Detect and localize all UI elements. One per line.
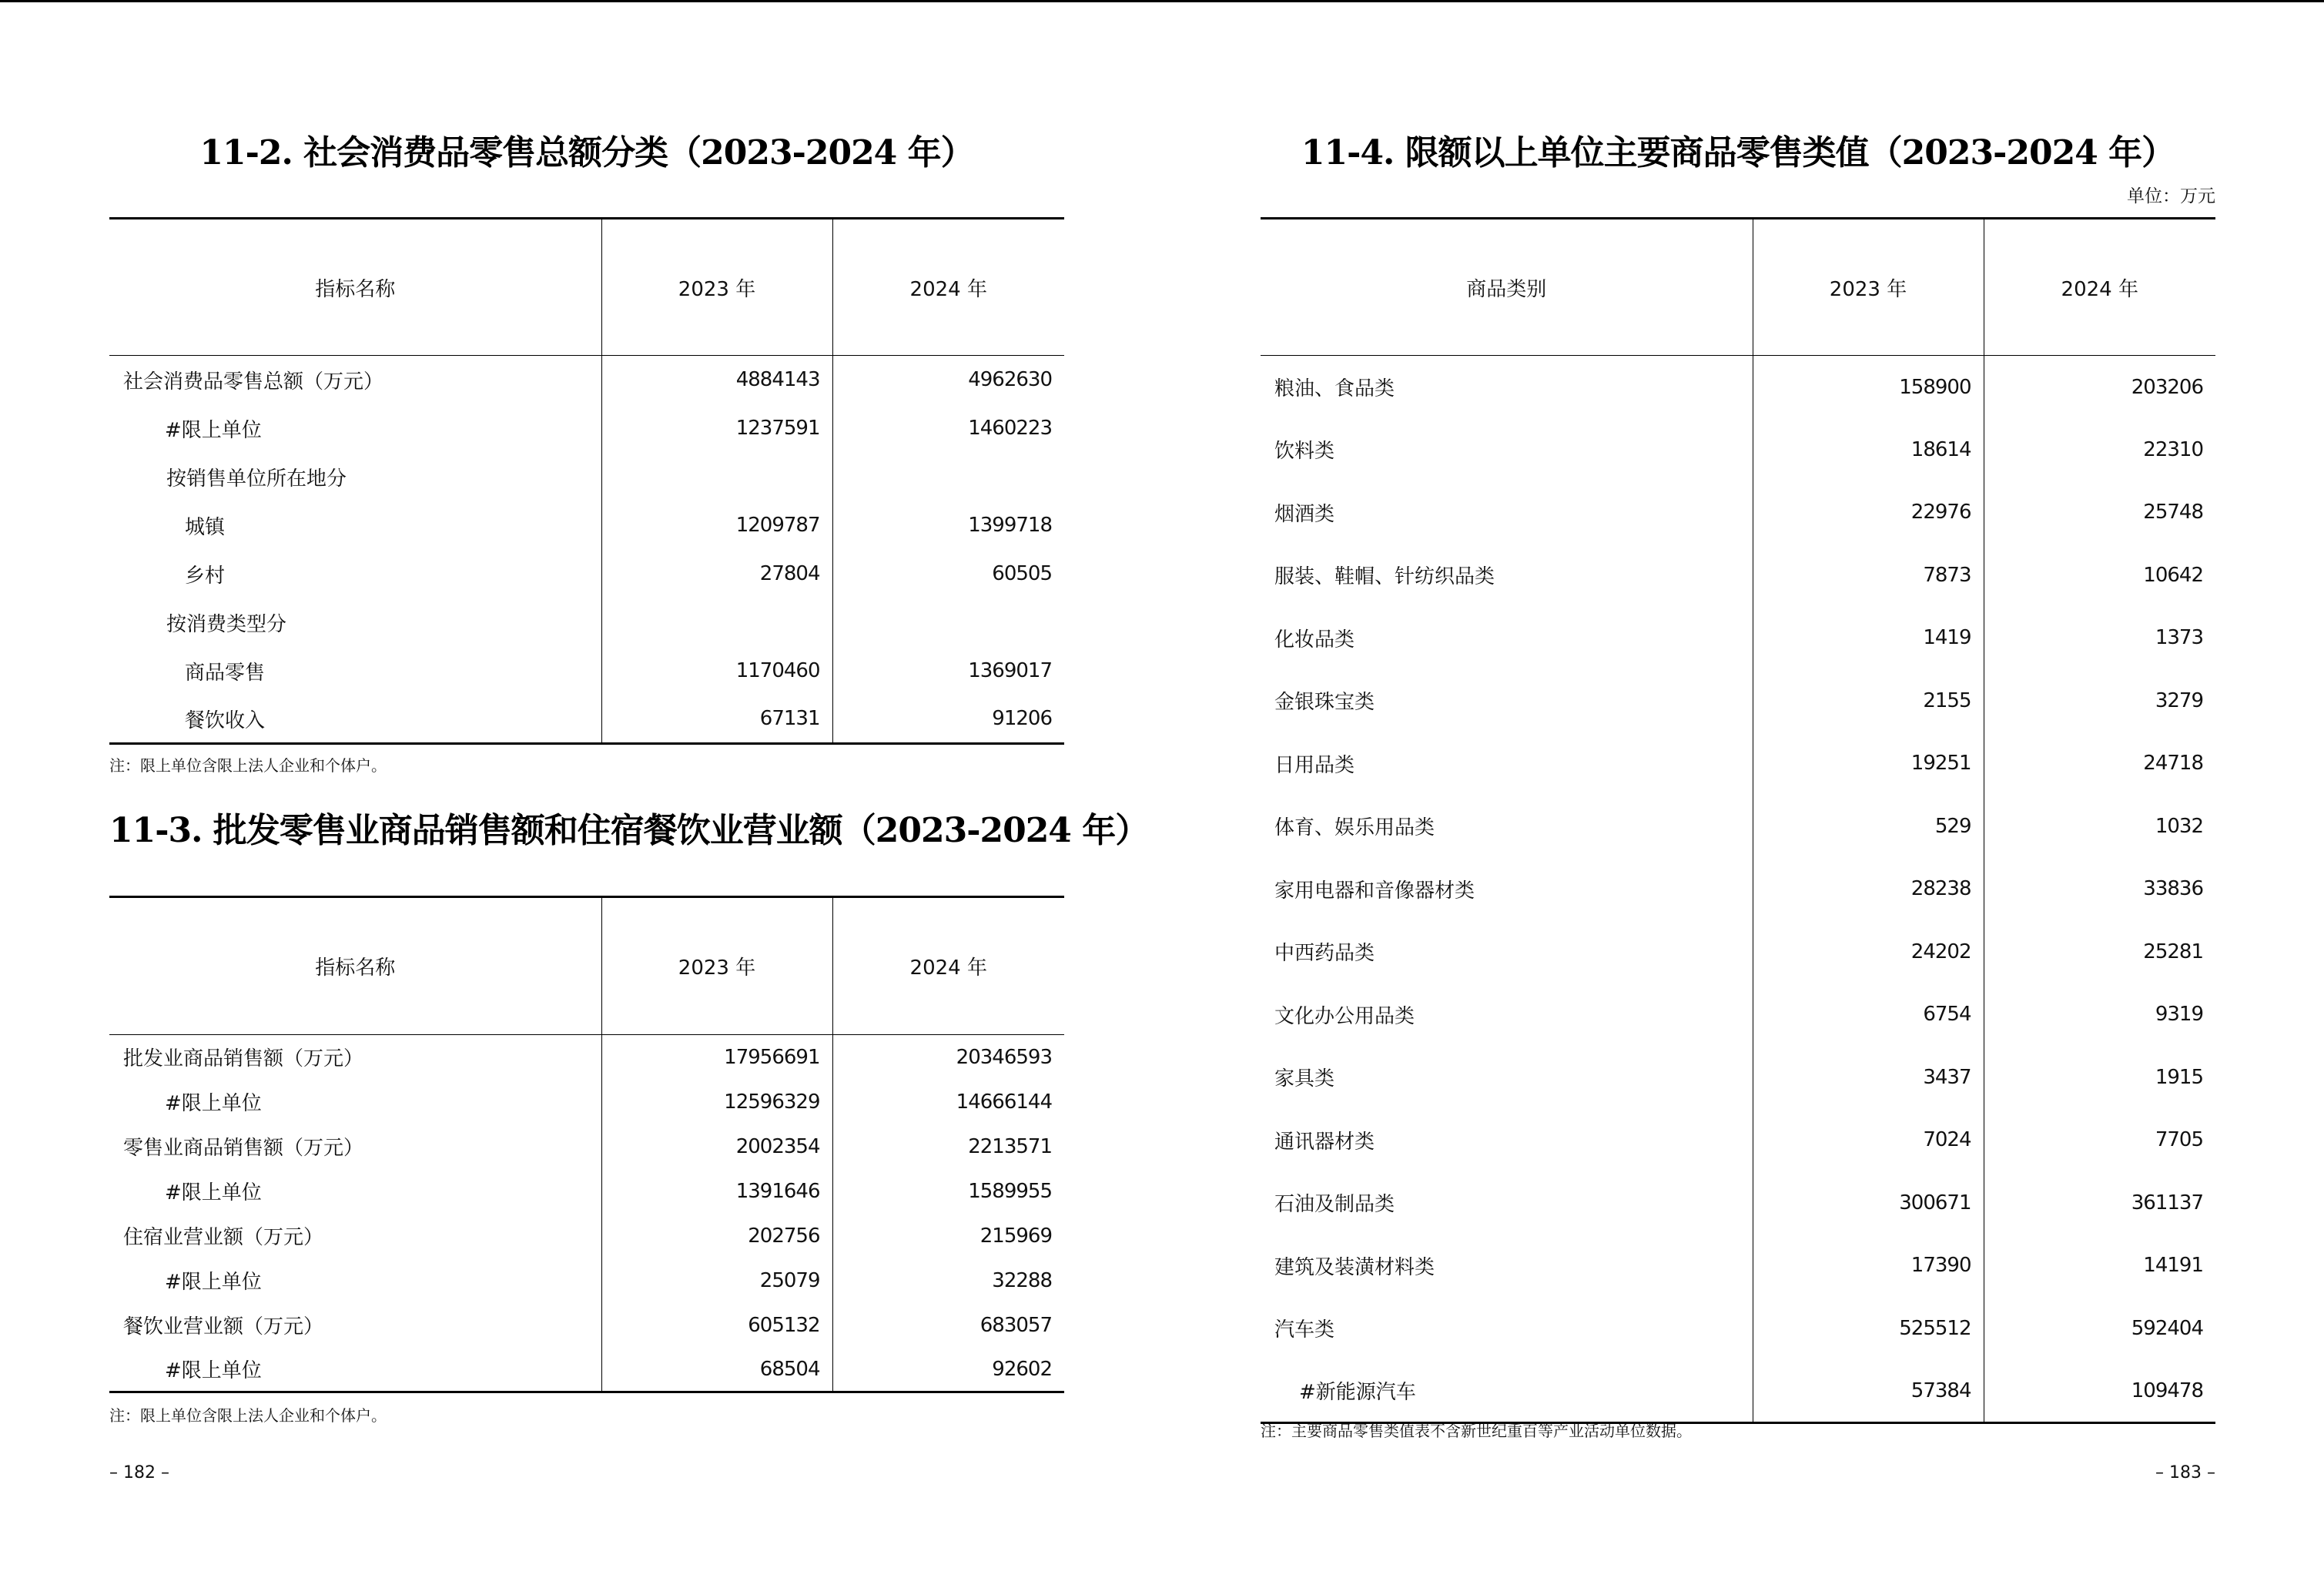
value-2024: 1915 — [1984, 1046, 2215, 1109]
value-2024: 592404 — [1984, 1297, 2215, 1360]
value-2024: 60505 — [832, 550, 1064, 598]
value-2023: 1237591 — [601, 404, 832, 453]
table-row — [1261, 1297, 2215, 1360]
value-2023 — [601, 453, 832, 501]
value-2023: 158900 — [1753, 356, 1984, 419]
table-row — [1261, 544, 2215, 607]
value-2024: 32288 — [832, 1258, 1064, 1303]
value-2023: 17956691 — [601, 1035, 832, 1080]
row-label: 零售业商品销售额（万元） — [123, 1137, 364, 1160]
header-2023: 2023 年 — [601, 219, 832, 356]
row-label: 汽车类 — [1274, 1318, 1335, 1342]
table-row — [109, 598, 1064, 647]
value-2024: 2213571 — [832, 1124, 1064, 1169]
value-2023 — [601, 598, 832, 647]
row-label: 餐饮业营业额（万元） — [123, 1315, 324, 1338]
value-2024: 10642 — [1984, 544, 2215, 607]
value-2023: 22976 — [1753, 481, 1984, 544]
value-2024: 25281 — [1984, 920, 2215, 983]
row-label: 饮料类 — [1274, 440, 1335, 464]
value-2023: 1209787 — [601, 501, 832, 550]
value-2023: 525512 — [1753, 1297, 1984, 1360]
value-2023: 2002354 — [601, 1124, 832, 1169]
table-row — [109, 1080, 1064, 1124]
table-11-3-title: 11-3. 批发零售业商品销售额和住宿餐饮业营业额（2023-2024 年） — [109, 811, 1149, 850]
value-2024: 109478 — [1984, 1360, 2215, 1423]
value-2024: 92602 — [832, 1348, 1064, 1392]
row-label: #新能源汽车 — [1261, 1360, 1753, 1423]
value-2024: 14191 — [1984, 1235, 2215, 1298]
table-row — [1261, 1171, 2215, 1235]
table-row — [109, 1169, 1064, 1214]
table-row — [109, 550, 1064, 598]
row-label: 餐饮收入 — [109, 695, 601, 744]
table-row — [1261, 858, 2215, 921]
table-row — [109, 695, 1064, 744]
row-label: 通讯器材类 — [1274, 1130, 1375, 1154]
header-category: 商品类别 — [1261, 219, 1753, 356]
table-11-3-note: 注：限上单位含限上法人企业和个体户。 — [109, 1406, 387, 1425]
table-row — [109, 404, 1064, 453]
value-2024: 20346593 — [832, 1035, 1064, 1080]
table-row — [1261, 1109, 2215, 1172]
value-2023: 27804 — [601, 550, 832, 598]
table-row — [1261, 1235, 2215, 1298]
table-row — [109, 501, 1064, 550]
row-label: 住宿业营业额（万元） — [123, 1226, 324, 1249]
table-row — [1261, 983, 2215, 1047]
value-2024: 1032 — [1984, 795, 2215, 858]
table-row — [1261, 920, 2215, 983]
table-row — [109, 1348, 1064, 1392]
value-2023: 57384 — [1753, 1360, 1984, 1423]
row-label: 体育、娱乐用品类 — [1274, 816, 1435, 840]
row-label: 城镇 — [185, 515, 226, 539]
table-row — [1261, 732, 2215, 796]
value-2023: 1170460 — [601, 647, 832, 695]
table-row — [109, 1303, 1064, 1348]
value-2024: 683057 — [832, 1303, 1064, 1348]
value-2024: 1460223 — [832, 404, 1064, 453]
value-2024: 361137 — [1984, 1171, 2215, 1235]
table-row — [1261, 356, 2215, 419]
row-label: 建筑及装潢材料类 — [1274, 1255, 1435, 1279]
header-2023: 2023 年 — [1753, 219, 1984, 356]
value-2024: 1399718 — [832, 501, 1064, 550]
table-row — [109, 1214, 1064, 1258]
row-label: 社会消费品零售总额（万元） — [123, 370, 384, 394]
row-label: #限上单位 — [165, 418, 262, 442]
table-row — [1261, 481, 2215, 544]
value-2023: 300671 — [1753, 1171, 1984, 1235]
value-2023: 17390 — [1753, 1235, 1984, 1298]
value-2023: 18614 — [1753, 418, 1984, 481]
table-11-2-note: 注：限上单位含限上法人企业和个体户。 — [109, 756, 387, 775]
table-row — [1261, 418, 2215, 481]
table-row — [109, 1258, 1064, 1303]
value-2023: 2155 — [1753, 669, 1984, 732]
row-label: #限上单位 — [165, 1181, 262, 1204]
value-2023: 19251 — [1753, 732, 1984, 796]
row-label: 服装、鞋帽、针纺织品类 — [1274, 565, 1495, 589]
value-2023: 1419 — [1753, 607, 1984, 670]
page-number-right: – 183 – — [2155, 1463, 2215, 1482]
table-row — [109, 453, 1064, 501]
value-2023: 202756 — [601, 1214, 832, 1258]
row-label: 石油及制品类 — [1274, 1193, 1395, 1217]
value-2024: 215969 — [832, 1214, 1064, 1258]
value-2024: 14666144 — [832, 1080, 1064, 1124]
value-2024: 1589955 — [832, 1169, 1064, 1214]
value-2023: 4884143 — [601, 356, 832, 404]
value-2023: 12596329 — [601, 1080, 832, 1124]
table-row — [1261, 1046, 2215, 1109]
value-2023: 529 — [1753, 795, 1984, 858]
value-2024: 24718 — [1984, 732, 2215, 796]
table-row — [1261, 1360, 2215, 1423]
unit-label: 单位：万元 — [2127, 186, 2215, 206]
value-2024: 203206 — [1984, 356, 2215, 419]
value-2024: 9319 — [1984, 983, 2215, 1047]
table-row — [1261, 795, 2215, 858]
value-2023: 25079 — [601, 1258, 832, 1303]
value-2023: 3437 — [1753, 1046, 1984, 1109]
table-11-4-title: 11-4. 限额以上单位主要商品零售类值（2023-2024 年） — [1301, 133, 2175, 173]
value-2024: 7705 — [1984, 1109, 2215, 1172]
row-label: 按销售单位所在地分 — [166, 467, 347, 491]
row-label: #限上单位 — [165, 1271, 262, 1294]
value-2023: 24202 — [1753, 920, 1984, 983]
table-11-4-note: 注：主要商品零售类值表不含新世纪重百等产业活动单位数据。 — [1261, 1422, 1692, 1440]
page-number-left: – 182 – — [109, 1463, 169, 1482]
value-2024 — [832, 598, 1064, 647]
header-indicator-name: 指标名称 — [109, 897, 601, 1035]
row-label: 文化办公用品类 — [1274, 1004, 1415, 1028]
row-label: 批发业商品销售额（万元） — [123, 1047, 364, 1071]
value-2024: 4962630 — [832, 356, 1064, 404]
value-2024: 91206 — [832, 695, 1064, 744]
table-11-4 — [1261, 217, 2215, 1424]
value-2024: 1373 — [1984, 607, 2215, 670]
table-11-2 — [109, 217, 1064, 745]
row-label: 粮油、食品类 — [1274, 377, 1395, 400]
value-2023: 7873 — [1753, 544, 1984, 607]
value-2023: 67131 — [601, 695, 832, 744]
header-2024: 2024 年 — [1984, 219, 2215, 356]
value-2024: 3279 — [1984, 669, 2215, 732]
row-label: 金银珠宝类 — [1274, 691, 1375, 715]
value-2024 — [832, 453, 1064, 501]
table-row — [109, 1035, 1064, 1080]
row-label: 商品零售 — [185, 661, 266, 685]
row-label: 乡村 — [185, 564, 226, 588]
top-border — [0, 0, 2324, 2]
value-2023: 1391646 — [601, 1169, 832, 1214]
row-label: 日用品类 — [1274, 753, 1355, 777]
value-2023: 6754 — [1753, 983, 1984, 1047]
value-2023: 68504 — [601, 1348, 832, 1392]
value-2024: 22310 — [1984, 418, 2215, 481]
header-2024: 2024 年 — [832, 897, 1064, 1035]
table-row — [109, 1124, 1064, 1169]
value-2023: 605132 — [601, 1303, 832, 1348]
table-row — [109, 647, 1064, 695]
header-2023: 2023 年 — [601, 897, 832, 1035]
value-2024: 1369017 — [832, 647, 1064, 695]
row-label: #限上单位 — [165, 1092, 262, 1115]
table-11-2-title: 11-2. 社会消费品零售总额分类（2023-2024 年） — [199, 133, 974, 173]
table-row — [1261, 607, 2215, 670]
row-label: 家用电器和音像器材类 — [1274, 879, 1475, 903]
row-label: 烟酒类 — [1274, 502, 1335, 526]
table-row — [109, 356, 1064, 404]
header-2024: 2024 年 — [832, 219, 1064, 356]
value-2023: 7024 — [1753, 1109, 1984, 1172]
value-2023: 28238 — [1753, 858, 1984, 921]
table-row — [1261, 669, 2215, 732]
table-11-3 — [109, 896, 1064, 1393]
row-label: 家具类 — [1274, 1067, 1335, 1091]
value-2024: 25748 — [1984, 481, 2215, 544]
value-2024: 33836 — [1984, 858, 2215, 921]
header-indicator-name: 指标名称 — [109, 219, 601, 356]
row-label: 化妆品类 — [1274, 628, 1355, 652]
row-label: #限上单位 — [109, 1348, 601, 1392]
row-label: 中西药品类 — [1274, 942, 1375, 966]
row-label: 按消费类型分 — [166, 612, 287, 636]
